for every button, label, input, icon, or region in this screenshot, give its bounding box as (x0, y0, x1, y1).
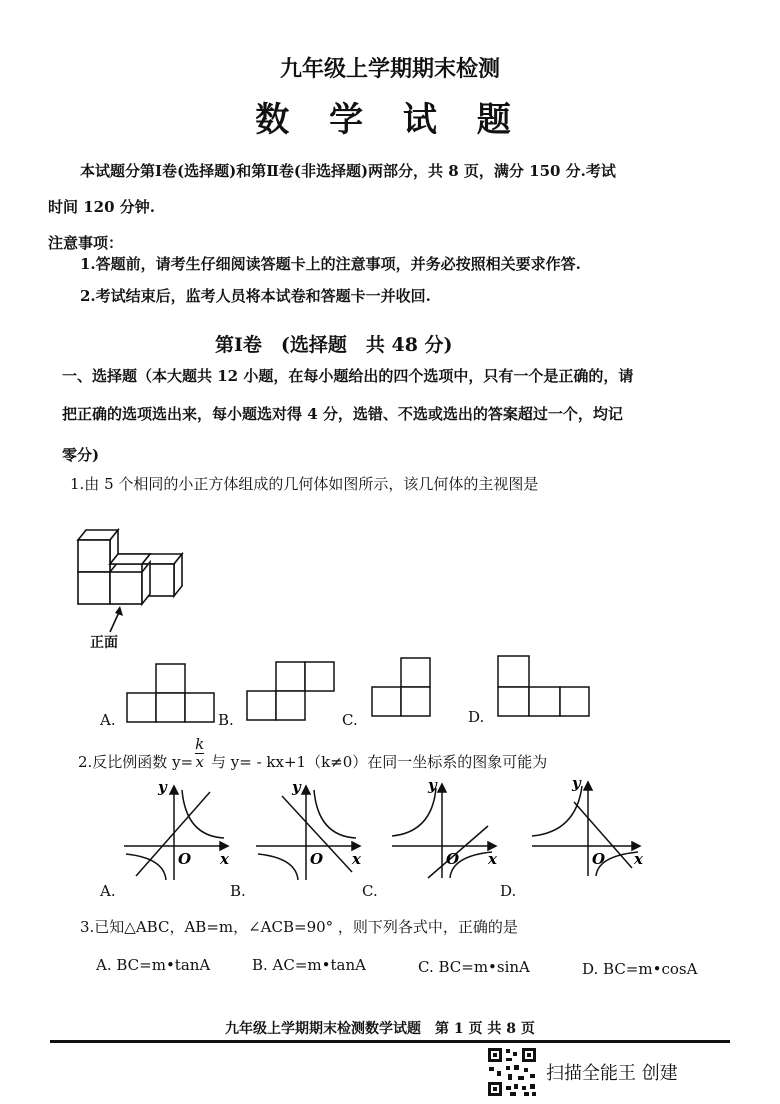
q2-c-x-label: x (488, 850, 497, 868)
q2-c-y-label: y (428, 776, 437, 794)
q2-a-origin: O (178, 850, 192, 868)
q2-a-y-label: y (158, 778, 167, 796)
exam-title: 九年级上学期期末检测 (279, 56, 500, 82)
q3-option-b: B. AC=m•tanA (252, 956, 366, 974)
q1-front-label: 正面 (90, 635, 118, 651)
footer-rule (50, 1040, 730, 1043)
q2-d-y-label: y (572, 774, 581, 792)
q3-option-a: A. BC=m•tanA (96, 956, 211, 974)
intro-line-2: 时间 120 分钟. (48, 198, 155, 216)
q2-a-x-label: x (220, 850, 229, 868)
q1-option-b-label: B. (218, 711, 234, 729)
page-footer: 九年级上学期期末检测数学试题 第 1 页 共 8 页 (225, 1021, 535, 1037)
q3-option-d: D. BC=m•cosA (582, 960, 698, 978)
qr-code-icon (486, 1046, 538, 1098)
q2-option-c-label: C. (362, 882, 378, 900)
watermark-text: 扫描全能王 创建 (546, 1063, 678, 1084)
q2-graph-a (120, 776, 235, 886)
q1-option-c-label: C. (342, 711, 358, 729)
q1-option-a-label: A. (100, 711, 116, 729)
q1-option-d-label: D. (468, 708, 485, 726)
q2-option-b-label: B. (230, 882, 246, 900)
section1-line-2: 把正确的选项选出来，每小题选对得 4 分，选错、不选或选出的答案超过一个，均记 (62, 405, 623, 423)
q1-option-a-figure (126, 662, 218, 724)
q2-d-x-label: x (634, 850, 643, 868)
section1-line-1: 一、选择题（本大题共 12 小题，在每小题给出的四个选项中，只有一个是正确的，请 (62, 367, 634, 385)
q2-b-x-label: x (352, 850, 361, 868)
q2-option-a-label: A. (100, 882, 116, 900)
q1-option-d-figure (496, 654, 592, 718)
subject-title: 数 学 试 题 (255, 100, 525, 140)
q2-d-origin: O (592, 850, 606, 868)
q1-option-b-figure (246, 660, 338, 724)
notes-item-1: 1.答题前，请考生仔细阅读答题卡上的注意事项，并务必按照相关要求作答. (80, 255, 581, 273)
q2-graph-d (528, 772, 648, 882)
q2-option-d-label: D. (500, 882, 517, 900)
q2-frac-den: x (195, 753, 204, 771)
q2-prefix: 2.反比例函数 y= (78, 752, 194, 771)
section1-line-3: 零分) (62, 446, 100, 464)
q1-option-c-figure (370, 656, 434, 720)
notes-heading: 注意事项： (48, 234, 124, 252)
notes-item-2: 2.考试结束后，监考人员将本试卷和答题卡一并收回. (80, 287, 431, 305)
q2-b-y-label: y (292, 778, 301, 796)
q2-graph-c (388, 774, 503, 884)
q2-c-origin: O (446, 850, 460, 868)
q2-b-origin: O (310, 850, 324, 868)
q2-fraction (195, 736, 204, 771)
q2-graph-b (252, 776, 367, 886)
intro-line-1: 本试题分第Ⅰ卷(选择题)和第Ⅱ卷(非选择题)两部分，共 8 页，满分 150 分.考试 (80, 162, 616, 180)
q2-frac-num: k (195, 735, 205, 753)
q2-suffix: 与 y= - kx+1（k≠0）在同一坐标系的图象可能为 (206, 752, 548, 771)
q1-cube-figure (70, 520, 190, 650)
q3-option-c: C. BC=m•sinA (418, 958, 530, 976)
part1-heading: 第Ⅰ卷 (选择题 共 48 分) (215, 334, 453, 356)
q3-text: 3.已知△ABC，AB=m，∠ACB=90° ，则下列各式中，正确的是 (80, 918, 518, 936)
q1-text: 1.由 5 个相同的小正方体组成的几何体如图所示，该几何体的主视图是 (70, 475, 539, 493)
